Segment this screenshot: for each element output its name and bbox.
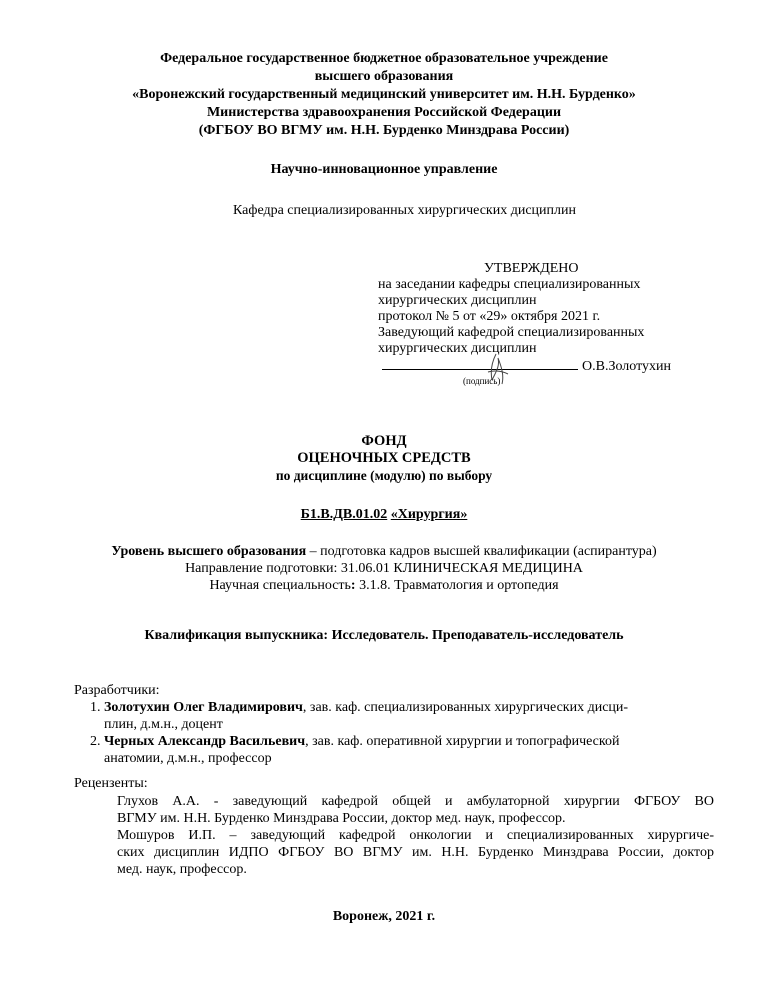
approval-line-2: хирургических дисциплин [378,293,537,308]
approval-title: УТВЕРЖДЕНО [484,261,579,276]
level-label: Уровень высшего образования [111,544,307,559]
approval-line-4: Заведующий кафедрой специализированных [378,325,645,340]
list-item [104,733,714,767]
title-line-2: ОЦЕНОЧНЫХ СРЕДСТВ [297,450,471,466]
reviewer-2-line-2: ских дисциплин ИДПО ФГБОУ ВО ВГМУ им. Н.Н. Бурденко Минздрава России, доктор [117,845,714,860]
signature-row [378,357,718,375]
developers-label: Разработчики: [74,683,160,698]
direction-line: Направление подготовки: 31.06.01 КЛИНИЧЕСКАЯ МЕДИЦИНА [185,561,583,576]
approval-line-3: протокол № 5 от «29» октября 2021 г. [378,309,601,324]
specialty-colon: : [350,578,356,593]
level-value: – подготовка кадров высшей квалификации (аспирантура) [306,544,657,559]
reviewer-1-line-2: ВГМУ им. Н.Н. Бурденко Минздрава России, доктор мед. наук, профессор. [117,811,566,826]
discipline-code-line [0,507,768,523]
footer-city-year: Воронеж, 2021 г. [332,909,436,924]
developer-desc-cont: анатомии, д.м.н., профессор [104,751,272,766]
header-line-4: Министерства здравоохранения Российской Федерации [206,105,562,120]
developer-desc: , зав. каф. оперативной хирургии и топографической [305,734,620,749]
reviewers-list [117,793,714,878]
approval-line-1: на заседании кафедры специализированных [378,277,641,292]
title-line-3: по дисциплине (модулю) по выбору [275,468,493,483]
reviewers-label: Рецензенты: [74,776,148,791]
approval-block [378,261,718,375]
signature-caption: (подпись) [463,376,501,386]
approval-line-5: хирургических дисциплин [378,341,537,356]
discipline-code: Б1.В.ДВ.01.02 [300,507,388,522]
qualification: Квалификация выпускника: Исследователь. Преподаватель-исследователь [144,628,624,643]
header-line-1: Федеральное государственное бюджетное образовательное учреждение [160,51,608,66]
developers-section [74,682,714,767]
developer-name: Черных Александр Васильевич [104,734,306,749]
specialty-line [0,577,768,594]
document-title [0,433,768,484]
developers-list [74,699,714,767]
specialty-label: Научная специальность [209,578,351,593]
developer-desc-cont: плин, д.м.н., доцент [104,717,223,732]
program-info [0,543,768,594]
specialty-value: 3.1.8. Травматология и ортопедия [355,578,559,593]
developer-name: Золотухин Олег Владимирович [104,700,303,715]
chair-name: Кафедра специализированных хирургических дисциплин [233,203,577,218]
directorate-title: Научно-инновационное управление [270,162,498,177]
reviewer-1-line-1: Глухов А.А. - заведующий кафедрой общей и амбулаторной хирургии ФГБОУ ВО [117,794,714,809]
header-line-5: (ФГБОУ ВО ВГМУ им. Н.Н. Бурденко Минздрава России) [198,123,570,138]
developer-desc: , зав. каф. специализированных хирургических дисци- [302,700,629,715]
institution-header [0,50,768,140]
header-line-2: высшего образования [314,69,454,84]
signer-name: О.В.Золотухин [582,359,671,374]
list-item [104,699,714,733]
title-line-1: ФОНД [361,433,407,449]
discipline-name: «Хирургия» [390,507,468,522]
education-level [0,543,768,560]
reviewer-2-line-3: мед. наук, профессор. [117,862,247,877]
header-line-3: «Воронежский государственный медицинский университет им. Н.Н. Бурденко» [132,87,636,102]
reviewer-2-line-1: Мошуров И.П. – заведующий кафедрой онкологии и специализированных хирургиче- [117,828,714,843]
